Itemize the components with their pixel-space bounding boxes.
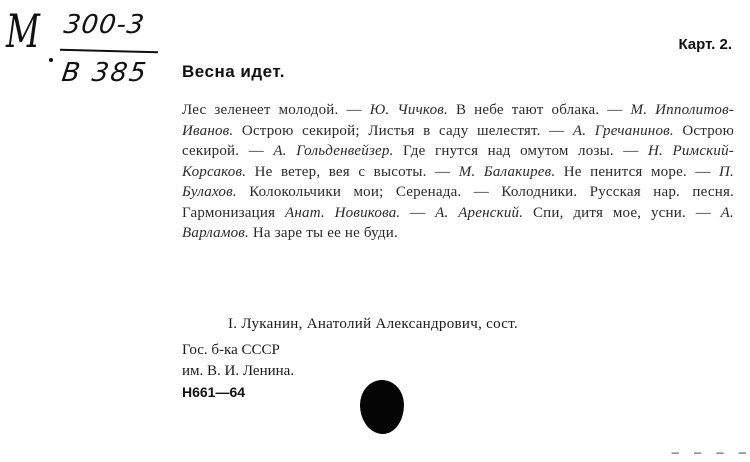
composer-name: А. Гольденвейзер. (273, 143, 394, 159)
composer-name: Ю. Чичков. (369, 102, 448, 118)
library-name: Гос. б-ка СССР (182, 342, 280, 358)
contents-text: Колокольчики мои; Серенада. — Колодники. Русская нар. песня. Гармонизация (182, 184, 734, 221)
contents-text: В небе тают облака. — (447, 102, 631, 118)
punch-hole (360, 380, 404, 434)
composer-name: Н. Римский-Корсаков. (182, 143, 734, 180)
contents-text: Где гнутся над омутом лозы. — (393, 143, 648, 159)
contents-text: — (400, 204, 436, 221)
bottom-dashes: — — — — (671, 446, 750, 460)
shelf-mark-bottom: В 385 (59, 58, 150, 88)
composer-name: П. Булахов. (182, 163, 734, 200)
shelf-mark (6, 6, 166, 96)
library-subtitle: им. В. И. Ленина. (182, 363, 295, 379)
composer-name: А. Гречанинов. (572, 122, 674, 139)
contents-text: Спи, дитя мое, усни. — (523, 204, 721, 221)
composer-name: Анат. Новикова. (284, 204, 401, 221)
contents-text: Острою секирой. — (182, 122, 734, 159)
contents-text: На заре ты ее не буди. (248, 225, 398, 241)
shelf-mark-fraction-line (60, 49, 158, 54)
compiler-line: I. Луканин, Анатолий Александрович, сост. (228, 316, 519, 332)
shelf-mark-dot (49, 58, 53, 62)
composer-name: А. Аренский. (435, 204, 524, 221)
contents-note (182, 100, 734, 244)
library-stamp (182, 340, 294, 382)
record-title: Весна идет. (182, 62, 285, 81)
shelf-mark-letter: М (6, 4, 40, 58)
card-number: Карт. 2. (678, 36, 732, 53)
composer-name: М. Балакирев. (458, 163, 556, 180)
shelf-mark-top: 300-3 (61, 10, 147, 40)
contents-text: Острою секирой; Листья в саду шелестят. — (233, 122, 573, 139)
composer-name: А. Варламов. (182, 204, 734, 241)
contents-text: Лес зеленеет молодой. — (182, 102, 370, 118)
contents-text: Не ветер, вея с высоты. — (246, 163, 459, 180)
contents-text: Не пенится море. — (555, 163, 719, 180)
card-code: Н661—64 (182, 384, 246, 400)
composer-name: М. Ипполитов-Иванов. (182, 102, 734, 139)
